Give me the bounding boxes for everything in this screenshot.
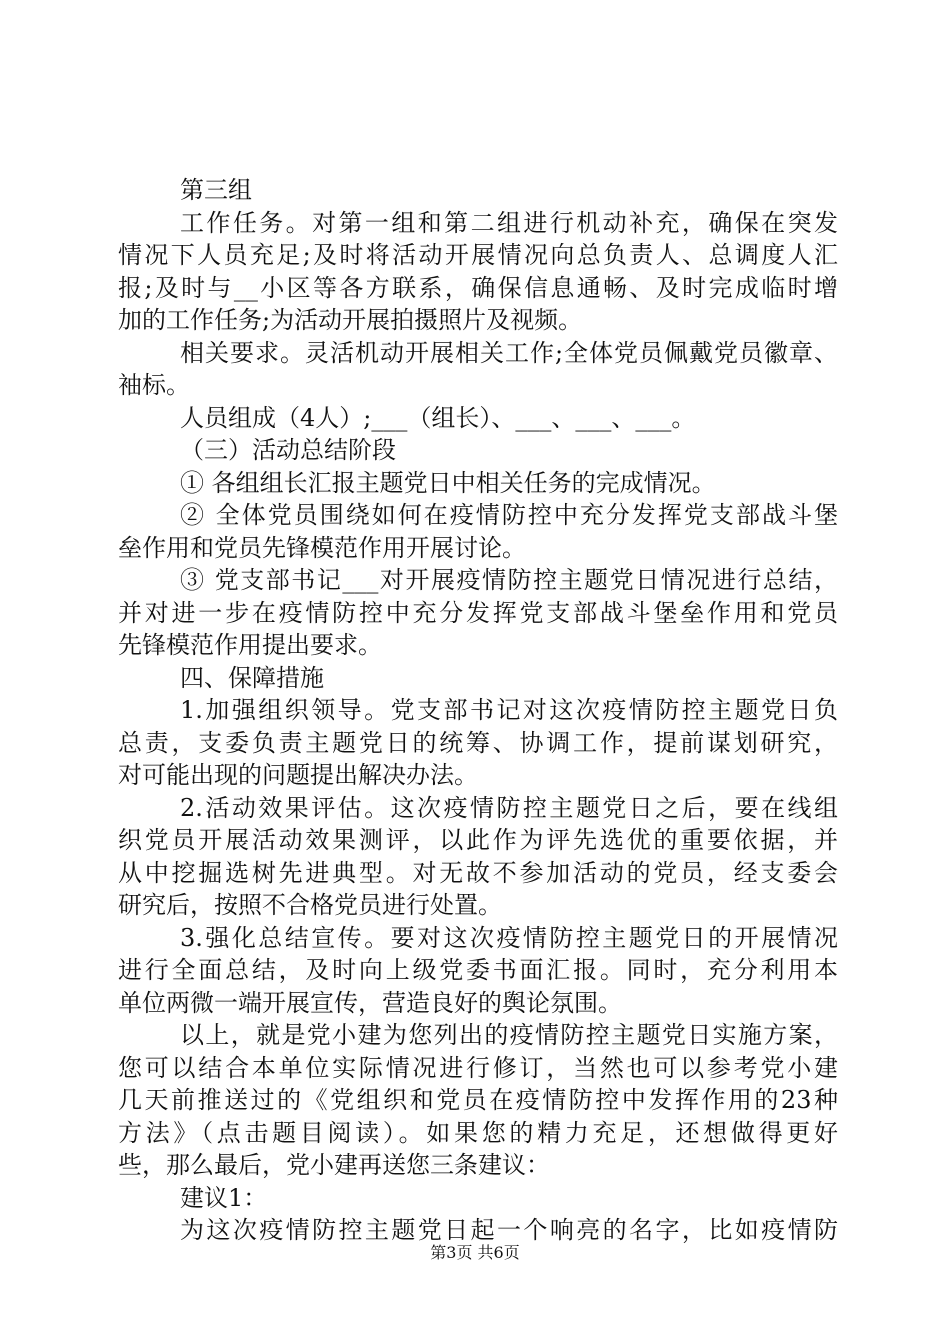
list-item: ① 各组组长汇报主题党日中相关任务的完成情况。 xyxy=(180,468,716,497)
paragraph-line: 相关要求。灵活机动开展相关工作;全体党员佩戴党员徽章、 xyxy=(180,338,838,367)
paragraph-line: 单位两微一端开展宣传，营造良好的舆论氛围。 xyxy=(118,988,622,1017)
section-heading: （三）活动总结阶段 xyxy=(180,436,396,464)
list-item-continuation: 垒作用和党员先锋模范作用开展讨论。 xyxy=(118,533,526,562)
paragraph-line: 3.强化总结宣传。要对这次疫情防控主题党日的开展情况 xyxy=(180,923,838,952)
paragraph-line: 研究后，按照不合格党员进行处置。 xyxy=(118,891,502,919)
paragraph-line: 1.加强组织领导。党支部书记对这次疫情防控主题党日负 xyxy=(180,696,838,724)
document-body xyxy=(118,174,838,1247)
list-item-continuation: 并对进一步在疫情防控中充分发挥党支部战斗堡垒作用和党员 xyxy=(118,598,838,627)
section-heading: 四、保障措施 xyxy=(180,663,324,692)
paragraph-line: 进行全面总结，及时向上级党委书面汇报。同时，充分利用本 xyxy=(118,956,838,984)
paragraph-line: 对可能出现的问题提出解决办法。 xyxy=(118,761,478,789)
page-footer: 第3页 共6页 xyxy=(430,1243,520,1262)
paragraph-line: 为这次疫情防控主题党日起一个响亮的名字，比如疫情防 xyxy=(180,1216,838,1244)
subheading-group-three: 第三组 xyxy=(180,176,252,204)
paragraph-line: 些，那么最后，党小建再送您三条建议： xyxy=(118,1151,550,1179)
paragraph-line: 您可以结合本单位实际情况进行修订，当然也可以参考党小建 xyxy=(118,1053,838,1082)
paragraph-line: 人员组成（4人）;___（组长）、___、___、___。 xyxy=(180,403,696,432)
list-item: ② 全体党员围绕如何在疫情防控中充分发挥党支部战斗堡 xyxy=(180,501,838,529)
paragraph-line: 从中挖掘选树先进典型。对无故不参加活动的党员，经支委会 xyxy=(118,858,838,887)
paragraph-line: 以上，就是党小建为您列出的疫情防控主题党日实施方案， xyxy=(180,1021,838,1049)
paragraph-line: 织党员开展活动效果测评，以此作为评先选优的重要依据，并 xyxy=(118,826,838,854)
list-item-continuation: 先锋模范作用提出要求。 xyxy=(118,631,382,659)
suggestion-heading: 建议1： xyxy=(180,1183,268,1212)
paragraph-line: 2.活动效果评估。这次疫情防控主题党日之后，要在线组 xyxy=(180,793,838,822)
paragraph-line: 袖标。 xyxy=(118,371,190,399)
paragraph-line: 总责，支委负责主题党日的统筹、协调工作，提前谋划研究， xyxy=(118,728,838,757)
paragraph-line: 方法》（点击题目阅读）。如果您的精力充足，还想做得更好 xyxy=(118,1118,838,1147)
paragraph-line: 工作任务。对第一组和第二组进行机动补充，确保在突发 xyxy=(180,208,838,237)
list-item: ③ 党支部书记___对开展疫情防控主题党日情况进行总结， xyxy=(180,566,838,594)
paragraph-line: 情况下人员充足;及时将活动开展情况向总负责人、总调度人汇 xyxy=(118,241,838,269)
paragraph-line: 报;及时与__小区等各方联系，确保信息通畅、及时完成临时增 xyxy=(118,273,838,302)
paragraph-line: 加的工作任务;为活动开展拍摄照片及视频。 xyxy=(118,306,583,334)
paragraph-line: 几天前推送过的《党组织和党员在疫情防控中发挥作用的23种 xyxy=(118,1086,838,1114)
